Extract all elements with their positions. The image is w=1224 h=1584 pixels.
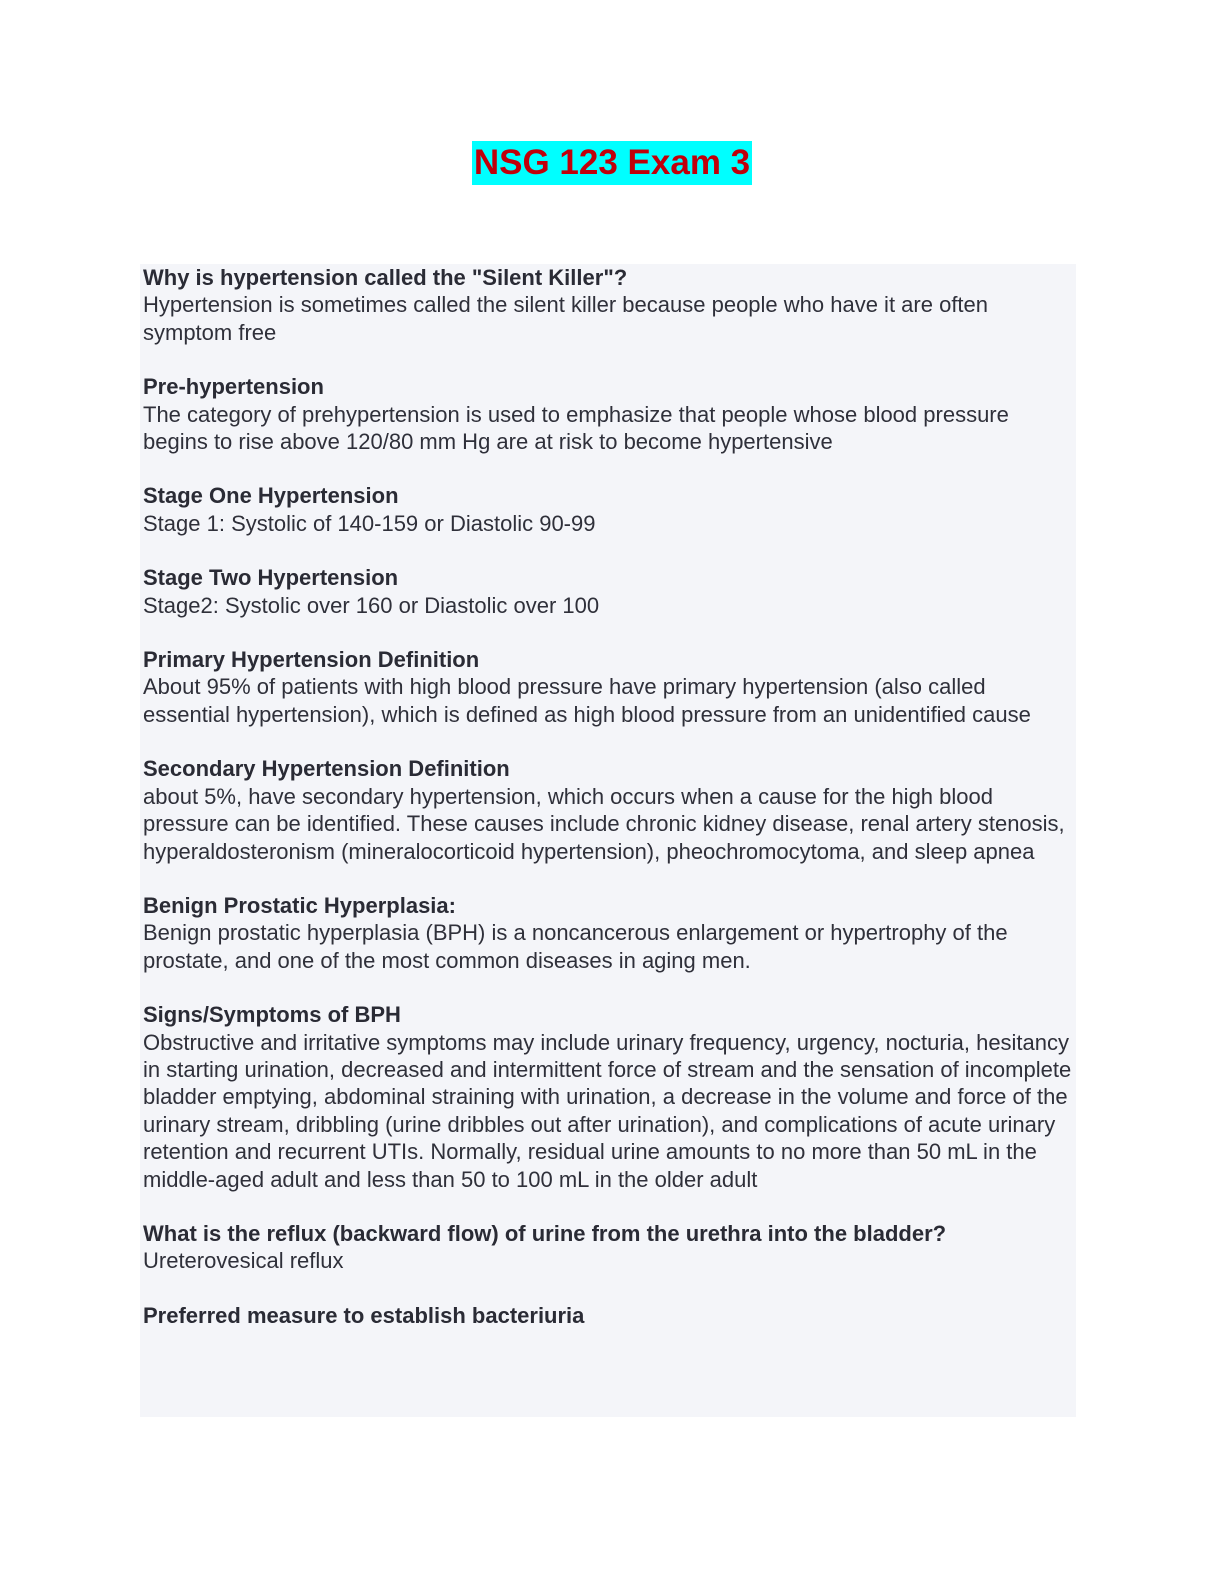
qa-item xyxy=(143,1302,1076,1329)
question: Secondary Hypertension Definition xyxy=(143,756,510,782)
title-block xyxy=(0,141,1224,185)
question: Benign Prostatic Hyperplasia: xyxy=(143,892,456,918)
qa-item xyxy=(143,646,1076,728)
question: Stage One Hypertension xyxy=(143,483,399,509)
page-title: NSG 123 Exam 3 xyxy=(472,141,752,185)
qa-item xyxy=(143,892,1076,974)
answer: Hypertension is sometimes called the silent killer because people who have it are often symptom free xyxy=(143,292,989,345)
answer: Benign prostatic hyperplasia (BPH) is a noncancerous enlargement or hypertrophy of the prostate, and one of the most common diseases in aging men. xyxy=(143,920,1008,973)
answer: The category of prehypertension is used to emphasize that people whose blood pressure begins to rise above 120/80 mm Hg are at risk to become hypertensive xyxy=(143,401,1009,455)
qa-item xyxy=(143,373,1076,455)
question: Signs/Symptoms of BPH xyxy=(143,1002,401,1028)
answer: Ureterovesical reflux xyxy=(143,1248,344,1274)
question: Stage Two Hypertension xyxy=(143,565,399,591)
answer: About 95% of patients with high blood pressure have primary hypertension (also called essential hypertension), which is defined as high blood pressure from an unidentified cause xyxy=(143,674,1031,727)
qa-item xyxy=(143,482,1076,537)
answer: about 5%, have secondary hypertension, which occurs when a cause for the high blood pressure can be identified. These causes include chronic kidney disease, renal artery stenosis, hyperaldosteronism (mineralocorticoid hypertension), pheochromocytoma, and sleep apnea xyxy=(143,783,1065,864)
qa-item xyxy=(143,755,1076,865)
question: What is the reflux (backward flow) of urine from the urethra into the bladder? xyxy=(143,1220,947,1246)
question: Why is hypertension called the "Silent Killer"? xyxy=(143,265,628,290)
qa-item xyxy=(143,1220,1076,1275)
qa-item xyxy=(143,264,1076,346)
question: Preferred measure to establish bacteriuria xyxy=(143,1302,585,1328)
qa-item xyxy=(143,1001,1076,1193)
qa-item xyxy=(143,564,1076,619)
answer: Stage 1: Systolic of 140-159 or Diastolic 90-99 xyxy=(143,510,596,536)
flashcard-content xyxy=(140,264,1076,1417)
question: Primary Hypertension Definition xyxy=(143,647,480,673)
answer: Obstructive and irritative symptoms may include urinary frequency, urgency, nocturia, hesitancy in starting urination, decreased and intermittent force of stream and the sensation of incomplete bladder emptying, abdominal straining with urination, a decrease in the volume and force of the urinary stream, dribbling (urine dribbles out after urination), and complications of acute urinary retention and recurrent UTIs. Normally, residual urine amounts to no more than 50 mL in the middle-aged adult and less than 50 to 100 mL in the older adult xyxy=(143,1029,1072,1192)
question: Pre-hypertension xyxy=(143,374,324,400)
answer: Stage2: Systolic over 160 or Diastolic over 100 xyxy=(143,592,600,618)
